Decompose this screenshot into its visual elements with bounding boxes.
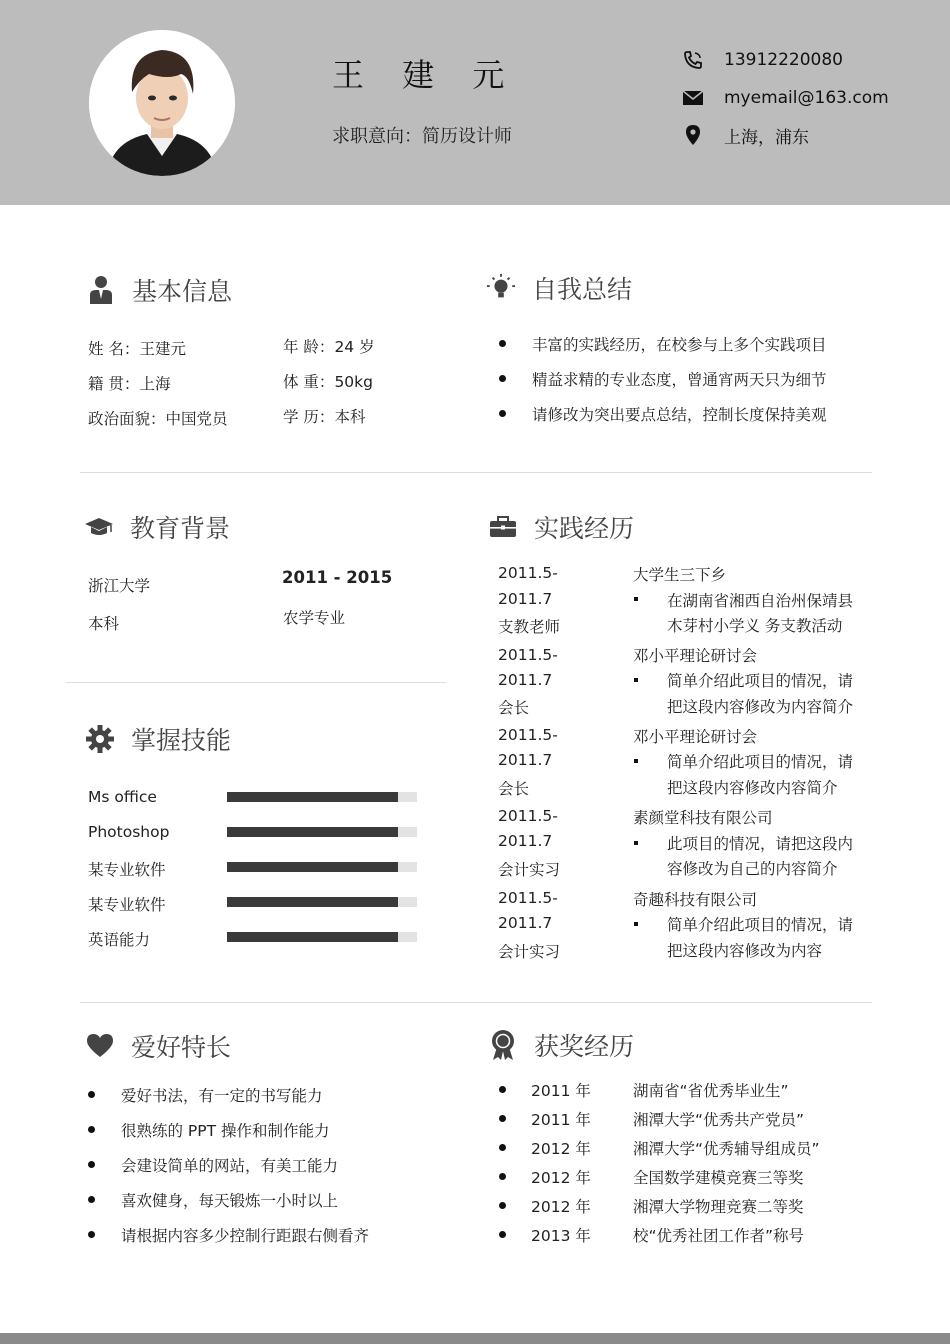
award-year: 2012 年 bbox=[531, 1198, 591, 1216]
section-heading: 基本信息 bbox=[132, 277, 233, 306]
skill-bar-fill bbox=[227, 897, 398, 907]
footer-bar bbox=[0, 1333, 950, 1344]
practice-date-start: 2011.5- bbox=[498, 646, 558, 664]
basic-info-title bbox=[86, 274, 233, 306]
award-name: 校“优秀社团工作者”称号 bbox=[633, 1227, 805, 1245]
skill-bar bbox=[227, 862, 417, 872]
practice-desc: 把这段内容修改为内容 bbox=[667, 942, 823, 960]
section-heading: 掌握技能 bbox=[131, 726, 232, 755]
hobby-item: 爱好书法，有一定的书写能力 bbox=[121, 1087, 323, 1105]
bullet bbox=[499, 375, 506, 382]
practice-date-end: 2011.7 bbox=[498, 590, 553, 608]
info-politics: 政治面貌：中国党员 bbox=[88, 410, 228, 428]
school-name: 浙江大学 bbox=[88, 577, 151, 595]
contact-email bbox=[680, 86, 889, 110]
info-name: 姓 名：王建元 bbox=[88, 340, 186, 358]
summary-item: 请修改为突出要点总结，控制长度保持美观 bbox=[532, 406, 827, 424]
skill-bar-fill bbox=[227, 792, 398, 802]
bullet bbox=[499, 1231, 506, 1238]
skill-name: 某专业软件 bbox=[88, 896, 166, 914]
location-pin-icon bbox=[680, 123, 706, 147]
bullet bbox=[634, 759, 638, 763]
award-year: 2011 年 bbox=[531, 1111, 591, 1129]
skill-bar-fill bbox=[227, 862, 398, 872]
practice-org: 邓小平理论研讨会 bbox=[633, 728, 758, 746]
hobby-item: 喜欢健身，每天锻炼一小时以上 bbox=[121, 1192, 339, 1210]
practice-title bbox=[488, 511, 635, 543]
bullet bbox=[88, 1196, 95, 1203]
hobby-item: 会建设简单的网站，有美工能力 bbox=[121, 1157, 339, 1175]
summary-title bbox=[486, 272, 633, 304]
practice-date-start: 2011.5- bbox=[498, 726, 558, 744]
info-degree: 学 历：本科 bbox=[283, 408, 366, 426]
practice-date-end: 2011.7 bbox=[498, 751, 553, 769]
practice-desc: 木芽村小学义 务支教活动 bbox=[667, 617, 843, 635]
info-origin: 籍 贯：上海 bbox=[88, 375, 171, 393]
practice-org: 素颜堂科技有限公司 bbox=[633, 809, 773, 827]
bullet bbox=[499, 1173, 506, 1180]
practice-desc: 简单介绍此项目的情况，请 bbox=[667, 753, 854, 771]
skill-bar-fill bbox=[227, 932, 398, 942]
practice-date-end: 2011.7 bbox=[498, 914, 553, 932]
bullet bbox=[499, 1115, 506, 1122]
skill-bar bbox=[227, 792, 417, 802]
divider bbox=[80, 472, 872, 473]
heart-icon bbox=[85, 1030, 115, 1062]
job-objective: 求职意向：简历设计师 bbox=[332, 126, 512, 147]
practice-org: 奇趣科技有限公司 bbox=[633, 891, 758, 909]
practice-desc: 简单介绍此项目的情况，请 bbox=[667, 672, 854, 690]
bullet bbox=[499, 1086, 506, 1093]
award-name: 湖南省“省优秀毕业生” bbox=[633, 1082, 789, 1100]
hobbies-title bbox=[85, 1030, 232, 1062]
practice-role: 支教老师 bbox=[498, 618, 561, 636]
summary-item: 精益求精的专业态度，曾通宵两天只为细节 bbox=[532, 371, 827, 389]
bullet bbox=[88, 1091, 95, 1098]
skill-name: 某专业软件 bbox=[88, 861, 166, 879]
practice-role: 会长 bbox=[498, 699, 530, 717]
medal-icon bbox=[488, 1029, 518, 1061]
section-heading: 自我总结 bbox=[532, 275, 633, 304]
section-heading: 爱好特长 bbox=[131, 1033, 232, 1062]
practice-desc: 把这段内容修改内容简介 bbox=[667, 779, 838, 797]
person-name: 王 建 元 bbox=[332, 56, 519, 94]
education-years: 2011 - 2015 bbox=[282, 568, 393, 587]
briefcase-icon bbox=[488, 511, 518, 543]
contact-phone bbox=[680, 48, 843, 72]
major: 农学专业 bbox=[283, 609, 346, 627]
bullet bbox=[88, 1126, 95, 1133]
bullet bbox=[499, 410, 506, 417]
award-year: 2013 年 bbox=[531, 1227, 591, 1245]
practice-date-start: 2011.5- bbox=[498, 889, 558, 907]
skill-name: 英语能力 bbox=[88, 931, 151, 949]
practice-desc: 简单介绍此项目的情况，请 bbox=[667, 916, 854, 934]
education-title bbox=[84, 511, 231, 543]
gear-icon bbox=[85, 723, 115, 755]
location-text: 上海，浦东 bbox=[724, 127, 809, 148]
degree-level: 本科 bbox=[88, 615, 120, 633]
resume-header bbox=[0, 0, 950, 205]
bullet bbox=[88, 1161, 95, 1168]
envelope-icon bbox=[680, 86, 706, 110]
skill-bar-fill bbox=[227, 827, 398, 837]
practice-role: 会计实习 bbox=[498, 943, 561, 961]
practice-desc: 容修改为自己的内容简介 bbox=[667, 860, 838, 878]
email-address[interactable]: myemail@163.com bbox=[724, 88, 889, 108]
practice-role: 会长 bbox=[498, 780, 530, 798]
practice-org: 大学生三下乡 bbox=[633, 566, 727, 584]
bullet bbox=[634, 678, 638, 682]
person-icon bbox=[86, 274, 116, 306]
contact-location bbox=[680, 123, 809, 148]
practice-org: 邓小平理论研讨会 bbox=[633, 647, 758, 665]
bullet bbox=[499, 1144, 506, 1151]
section-heading: 教育背景 bbox=[130, 514, 231, 543]
skill-bar bbox=[227, 932, 417, 942]
practice-date-end: 2011.7 bbox=[498, 832, 553, 850]
divider bbox=[80, 1002, 872, 1003]
phone-icon bbox=[680, 48, 706, 72]
info-age: 年 龄：24 岁 bbox=[283, 338, 375, 356]
bullet bbox=[634, 922, 638, 926]
section-heading: 实践经历 bbox=[534, 514, 635, 543]
summary-item: 丰富的实践经历，在校参与上多个实践项目 bbox=[532, 336, 827, 354]
award-name: 湘潭大学物理竞赛二等奖 bbox=[633, 1198, 804, 1216]
practice-desc: 在湖南省湘西自治州保靖县 bbox=[667, 592, 854, 610]
award-year: 2012 年 bbox=[531, 1140, 591, 1158]
bullet bbox=[88, 1231, 95, 1238]
awards-title bbox=[488, 1029, 635, 1061]
practice-role: 会计实习 bbox=[498, 861, 561, 879]
skills-title bbox=[85, 723, 232, 755]
practice-date-start: 2011.5- bbox=[498, 564, 558, 582]
graduation-cap-icon bbox=[84, 511, 114, 543]
section-heading: 获奖经历 bbox=[534, 1032, 635, 1061]
phone-number[interactable]: 13912220080 bbox=[724, 50, 843, 70]
skill-name: Photoshop bbox=[88, 823, 170, 841]
bullet bbox=[499, 340, 506, 347]
bullet bbox=[634, 841, 638, 845]
award-year: 2012 年 bbox=[531, 1169, 591, 1187]
hobby-item: 很熟练的 PPT 操作和制作能力 bbox=[121, 1122, 330, 1140]
bullet bbox=[634, 597, 638, 601]
skill-bar bbox=[227, 897, 417, 907]
lightbulb-icon bbox=[486, 272, 516, 304]
hobby-item: 请根据内容多少控制行距跟右侧看齐 bbox=[121, 1227, 370, 1245]
award-name: 全国数学建模竞赛三等奖 bbox=[633, 1169, 804, 1187]
skill-bar bbox=[227, 827, 417, 837]
practice-desc: 把这段内容修改为内容简介 bbox=[667, 698, 854, 716]
award-name: 湘潭大学“优秀共产党员” bbox=[633, 1111, 805, 1129]
bullet bbox=[499, 1202, 506, 1209]
practice-desc: 此项目的情况，请把这段内 bbox=[667, 835, 854, 853]
practice-date-end: 2011.7 bbox=[498, 671, 553, 689]
avatar bbox=[89, 30, 235, 176]
divider bbox=[66, 682, 446, 683]
skill-name: Ms office bbox=[88, 788, 157, 806]
info-weight: 体 重：50kg bbox=[283, 373, 373, 391]
practice-date-start: 2011.5- bbox=[498, 807, 558, 825]
award-name: 湘潭大学“优秀辅导组成员” bbox=[633, 1140, 820, 1158]
award-year: 2011 年 bbox=[531, 1082, 591, 1100]
